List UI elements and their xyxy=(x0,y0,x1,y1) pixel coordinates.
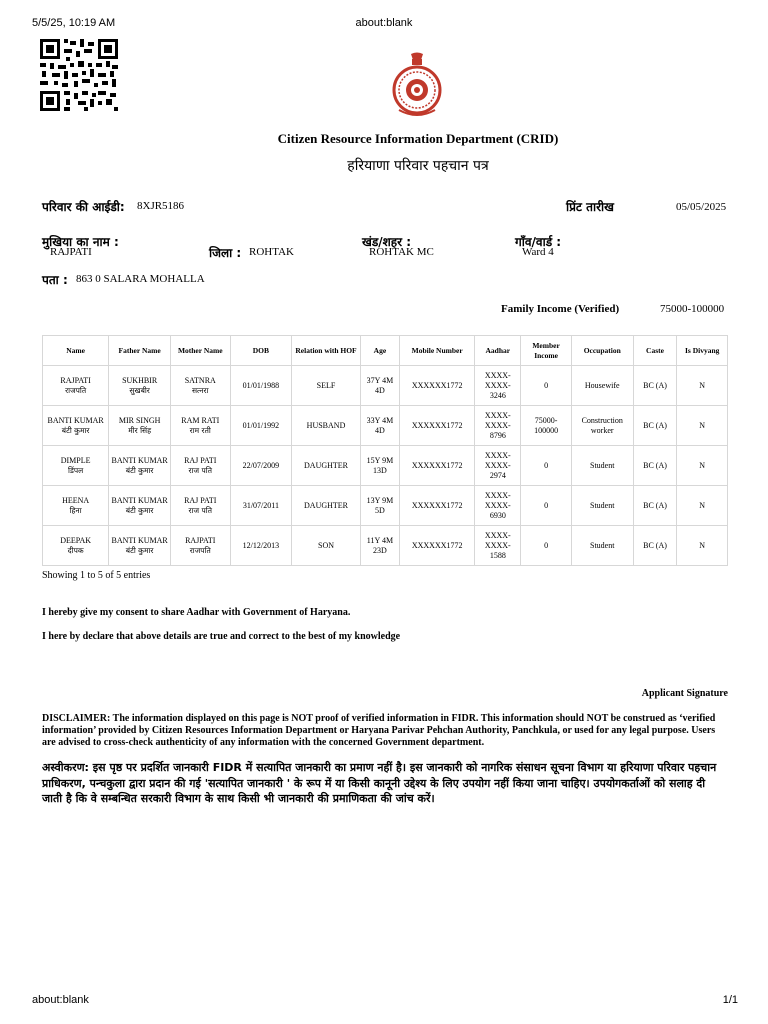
col-header-name: Name xyxy=(43,336,109,366)
member-name-hindi: दीपक xyxy=(67,545,84,555)
head-name-label: मुखिया का नाम : xyxy=(42,235,119,249)
document-title: हरियाणा परिवार पहचान पत्र xyxy=(347,158,489,174)
print-footer-url: about:blank xyxy=(32,994,89,1006)
caste: BC (A) xyxy=(633,406,677,446)
occupation: Student xyxy=(571,526,633,566)
mother-name: RAJ PATI xyxy=(184,495,217,505)
member-income: 0 xyxy=(521,486,572,526)
family-members-table xyxy=(42,335,728,566)
age: 15Y 9M 13D xyxy=(360,446,399,486)
col-header-mobile: Mobile Number xyxy=(400,336,475,366)
divyang: N xyxy=(677,446,728,486)
col-header-father-name: Father Name xyxy=(109,336,171,366)
father-name: SUKHBIR xyxy=(122,375,158,385)
member-name: HEENA xyxy=(62,495,90,505)
village-value: Ward 4 xyxy=(522,246,554,258)
relation: DAUGHTER xyxy=(292,446,361,486)
mother-name-hindi: राज पति xyxy=(188,505,212,515)
aadhar: XXXX-XXXX-6930 xyxy=(475,486,521,526)
col-header-dob: DOB xyxy=(230,336,292,366)
mobile: XXXXXX1772 xyxy=(400,406,475,446)
caste: BC (A) xyxy=(633,366,677,406)
occupation: Housewife xyxy=(571,366,633,406)
district-value: ROHTAK xyxy=(249,246,294,258)
occupation: Student xyxy=(571,486,633,526)
family-income-label: Family Income (Verified) xyxy=(501,303,620,315)
table-header-row xyxy=(43,336,728,366)
mobile: XXXXXX1772 xyxy=(400,526,475,566)
age: 11Y 4M 23D xyxy=(360,526,399,566)
member-income: 75000-100000 xyxy=(521,406,572,446)
father-name-hindi: बंटी कुमार xyxy=(125,505,154,515)
disclaimer-english: DISCLAIMER: The information displayed on this page is NOT proof of verified information in FIDR. This information should NOT be construed as ‘verified information’ provided by Citizen Resources Information Department or Haryana Parivar Pehchan Authority, Panchkula, or used for any legal purpose. Users are advised to cross-check authenticity of any information with the concerned Government department. xyxy=(42,713,716,748)
print-date-value: 05/05/2025 xyxy=(676,201,727,213)
table-row xyxy=(43,406,728,446)
table-row xyxy=(43,486,728,526)
qr-code-icon xyxy=(40,39,118,111)
aadhar: XXXX-XXXX-8796 xyxy=(475,406,521,446)
mobile: XXXXXX1772 xyxy=(400,486,475,526)
member-income: 0 xyxy=(521,366,572,406)
divyang: N xyxy=(677,366,728,406)
aadhar: XXXX-XXXX-1588 xyxy=(475,526,521,566)
col-header-divyang: Is Divyang xyxy=(677,336,728,366)
occupation: Student xyxy=(571,446,633,486)
table-row xyxy=(43,526,728,566)
father-name: BANTI KUMAR xyxy=(111,495,168,505)
relation: SON xyxy=(292,526,361,566)
member-name: DEEPAK xyxy=(60,535,92,545)
mother-name: SATNRA xyxy=(184,375,216,385)
mother-name-hindi: राजपति xyxy=(189,545,211,555)
district-label: जिला : xyxy=(209,246,242,260)
mother-name-hindi: राम रती xyxy=(189,425,211,435)
member-name: RAJPATI xyxy=(60,375,91,385)
member-income: 0 xyxy=(521,526,572,566)
father-name: MIR SINGH xyxy=(118,415,161,425)
member-name: BANTI KUMAR xyxy=(47,415,104,425)
caste: BC (A) xyxy=(633,486,677,526)
print-page-number: 1/1 xyxy=(722,994,738,1006)
haryana-emblem-icon xyxy=(391,52,443,120)
father-name: BANTI KUMAR xyxy=(111,455,168,465)
disclaimer-hindi: अस्वीकरण: इस पृष्ठ पर प्रदर्शित जानकारी FIDR में सत्यापित जानकारी का प्रमाण नहीं है। इस जानकारी को नागरिक संसाधन सूचना विभाग या हरियाणा परिवार पहचान प्राधिकरण, पन्चकुला द्वारा प्रदान की गई 'सत्यापित जानकारी ' के रूप में या किसी कानूनी उद्देश्य के लिए उपयोग नहीं किया जाना चाहिए। उपयोगकर्ताओं को सलाह दी जाती है कि वे सम्बन्धित सरकारी विभाग के साथ किसी भी जानकारी की प्रमाणिकता की जांच करें। xyxy=(42,761,717,805)
caste: BC (A) xyxy=(633,446,677,486)
block-value: ROHTAK MC xyxy=(369,246,434,258)
divyang: N xyxy=(677,486,728,526)
father-name-hindi: मीर सिंह xyxy=(128,425,152,435)
age: 33Y 4M 4D xyxy=(360,406,399,446)
col-header-mother-name: Mother Name xyxy=(171,336,231,366)
mother-name: RAJPATI xyxy=(185,535,216,545)
member-name-hindi: डिंपल xyxy=(67,465,84,475)
table-entries-info: Showing 1 to 5 of 5 entries xyxy=(42,570,151,581)
relation: HUSBAND xyxy=(292,406,361,446)
family-income-value: 75000-100000 xyxy=(660,303,725,315)
mother-name-hindi: सत्नरा xyxy=(191,385,209,395)
col-header-age: Age xyxy=(360,336,399,366)
col-header-caste: Caste xyxy=(633,336,677,366)
father-name: BANTI KUMAR xyxy=(111,535,168,545)
relation: SELF xyxy=(292,366,361,406)
mobile: XXXXXX1772 xyxy=(400,366,475,406)
member-income: 0 xyxy=(521,446,572,486)
dob: 01/01/1988 xyxy=(230,366,292,406)
col-header-relation: Relation with HOF xyxy=(292,336,361,366)
head-name-value: RAJPATI xyxy=(50,246,92,258)
family-id-value: 8XJR5186 xyxy=(137,200,185,212)
family-id-label: परिवार की आईडी: xyxy=(42,200,125,214)
relation: DAUGHTER xyxy=(292,486,361,526)
declaration: I here by declare that above details are true and correct to the best of my knowledge xyxy=(42,631,401,642)
department-title: Citizen Resource Information Department (CRID) xyxy=(277,131,559,146)
print-datetime: 5/5/25, 10:19 AM xyxy=(32,17,116,29)
table-row xyxy=(43,446,728,486)
aadhar: XXXX-XXXX-3246 xyxy=(475,366,521,406)
age: 13Y 9M 5D xyxy=(360,486,399,526)
member-name-hindi: हिना xyxy=(69,505,82,515)
village-label: गाँव/वार्ड : xyxy=(515,235,562,249)
col-header-aadhar: Aadhar xyxy=(475,336,521,366)
mobile: XXXXXX1772 xyxy=(400,446,475,486)
col-header-member-income: Member Income xyxy=(521,336,572,366)
aadhar: XXXX-XXXX-2974 xyxy=(475,446,521,486)
dob: 31/07/2011 xyxy=(230,486,292,526)
address-value: 863 0 SALARA MOHALLA xyxy=(76,273,205,285)
applicant-signature-label: Applicant Signature xyxy=(641,688,728,699)
table-row xyxy=(43,366,728,406)
print-page-title: about:blank xyxy=(355,17,413,29)
occupation: Construction worker xyxy=(571,406,633,446)
member-name: DIMPLE xyxy=(60,455,91,465)
father-name-hindi: सुखबीर xyxy=(129,385,150,395)
mother-name-hindi: राज पति xyxy=(188,465,212,475)
print-date-label: प्रिंट तारीख xyxy=(566,200,614,214)
divyang: N xyxy=(677,406,728,446)
mother-name: RAM RATI xyxy=(181,415,220,425)
consent-aadhar: I hereby give my consent to share Aadhar with Government of Haryana. xyxy=(42,607,351,618)
father-name-hindi: बंटी कुमार xyxy=(125,465,154,475)
age: 37Y 4M 4D xyxy=(360,366,399,406)
col-header-occupation: Occupation xyxy=(571,336,633,366)
mother-name: RAJ PATI xyxy=(184,455,217,465)
member-name-hindi: बंटी कुमार xyxy=(61,425,90,435)
member-name-hindi: राजपति xyxy=(65,385,87,395)
dob: 22/07/2009 xyxy=(230,446,292,486)
divyang: N xyxy=(677,526,728,566)
dob: 01/01/1992 xyxy=(230,406,292,446)
dob: 12/12/2013 xyxy=(230,526,292,566)
address-label: पता : xyxy=(42,273,68,287)
father-name-hindi: बंटी कुमार xyxy=(125,545,154,555)
block-label: खंड/शहर : xyxy=(362,235,412,249)
caste: BC (A) xyxy=(633,526,677,566)
